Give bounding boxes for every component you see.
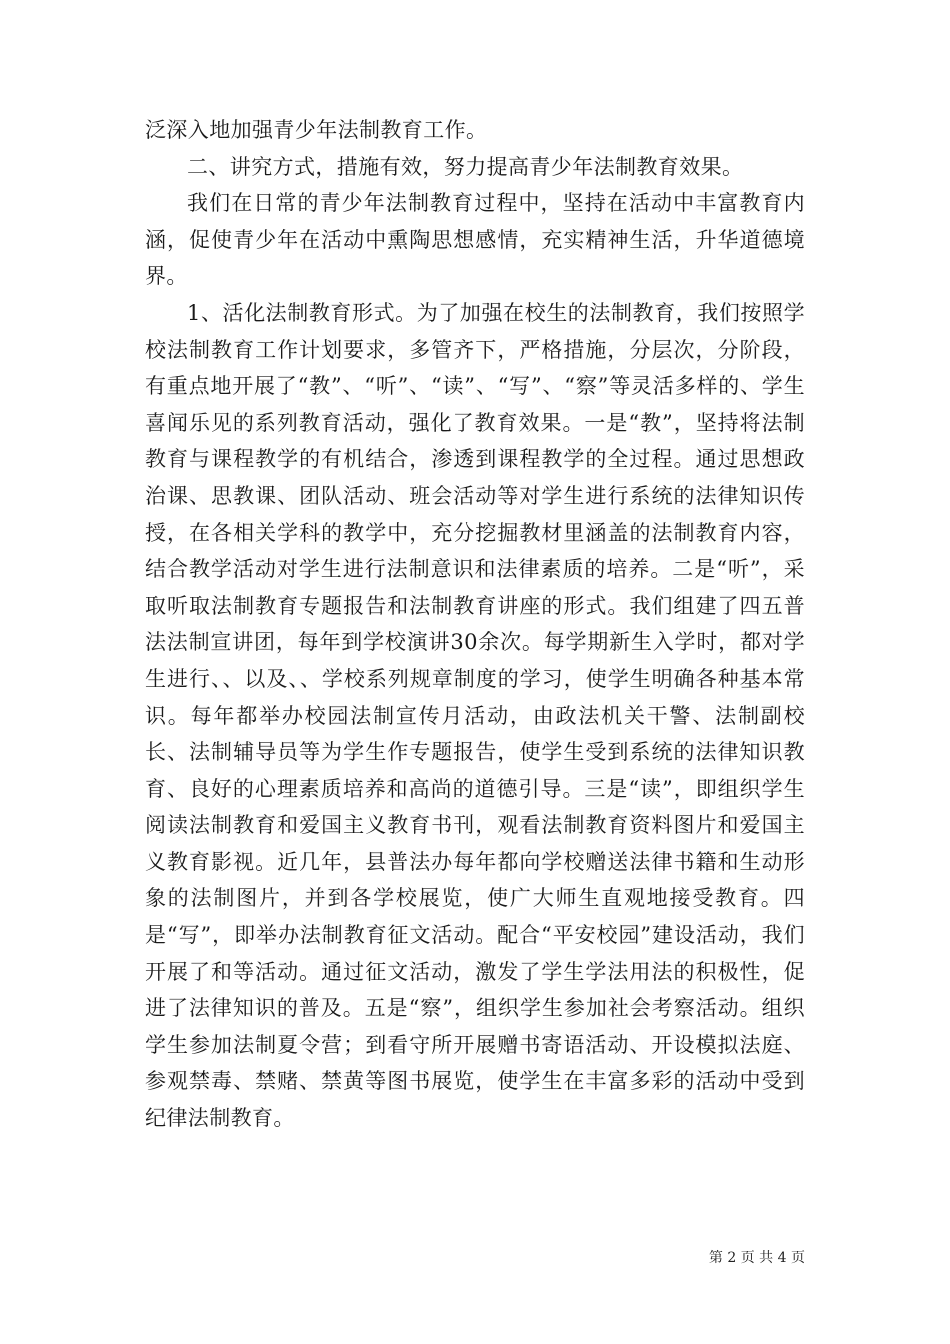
paragraph-intro: 我们在日常的青少年法制教育过程中，坚持在活动中丰富教育内涵，促使青少年在活动中熏陶思想感情，充实精神生活，升华道德境界。: [145, 191, 805, 289]
document-body: [145, 112, 805, 1137]
section-heading: 二、讲究方式，措施有效，努力提高青少年法制教育效果。: [187, 154, 744, 179]
paragraph-main: 1、活化法制教育形式。为了加强在校生的法制教育，我们按照学校法制教育工作计划要求，多管齐下，严格措施，分层次，分阶段，有重点地开展了“教”、“听”、“读”、“写”、“察”等灵活多样的、学生喜闻乐见的系列教育活动，强化了教育效果。一是“教”，坚持将法制教育与课程教学的有机结合，渗透到课程教学的全过程。通过思想政治课、思教课、团队活动、班会活动等对学生进行系统的法律知识传授，在各相关学科的教学中，充分挖掘教材里涵盖的法制教育内容，结合教学活动对学生进行法制意识和法律素质的培养。二是“听”，采取听取法制教育专题报告和法制教育讲座的形式。我们组建了四五普法法制宣讲团，每年到学校演讲30余次。每学期新生入学时，都对学生进行、、以及、、学校系列规章制度的学习，使学生明确各种基本常识。每年都举办校园法制宣传月活动，由政法机关干警、法制副校长、法制辅导员等为学生作专题报告，使学生受到系统的法律知识教育、良好的心理素质培养和高尚的道德引导。三是“读”，即组织学生阅读法制教育和爱国主义教育书刊，观看法制教育资料图片和爱国主义教育影视。近几年，县普法办每年都向学校赠送法律书籍和生动形象的法制图片，并到各学校展览，使广大师生直观地接受教育。四是“写”，即举办法制教育征文活动。配合“平安校园”建设活动，我们开展了和等活动。通过征文活动，激发了学生学法用法的积极性，促进了法律知识的普及。五是“察”，组织学生参加社会考察活动。组织学生参加法制夏令营；到看守所开展赠书寄语活动、开设模拟法庭、参观禁毒、禁赌、禁黄等图书展览，使学生在丰富多彩的活动中受到纪律法制教育。: [145, 300, 805, 1131]
paragraph-continuation: 泛深入地加强青少年法制教育工作。: [145, 118, 488, 142]
page-number-footer: 第 2 页 共 4 页: [708, 1250, 805, 1266]
